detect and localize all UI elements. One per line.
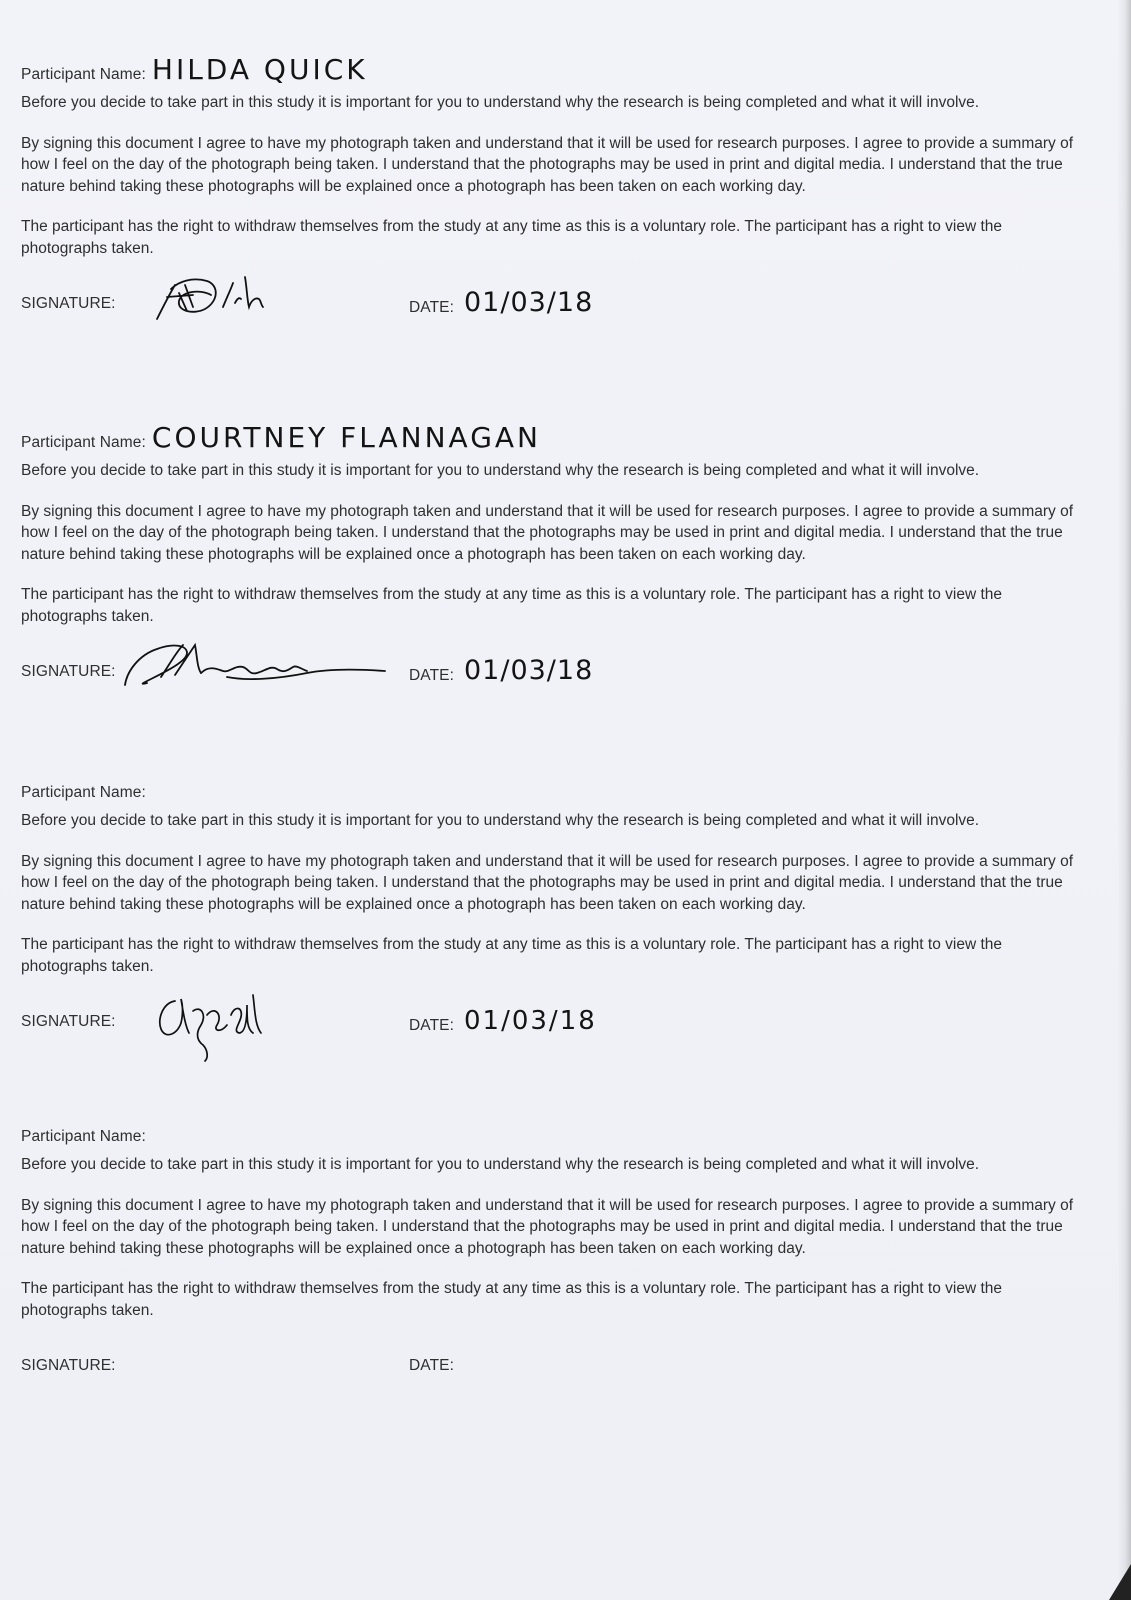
- page-edge-shadow: [1117, 0, 1131, 1600]
- consent-paragraph: By signing this document I agree to have my photograph taken and understand that it will be used for research purposes. I agree to provide a summary of how I feel on the day of the photograph being taken. I understand that the photographs may be used in print and digital media. I understand that the true nature behind taking these photographs will be explained once a photograph has been taken on each working day.: [21, 134, 1074, 195]
- date-label: DATE:: [409, 1357, 454, 1374]
- participant-name-row: [21, 412, 1076, 452]
- handwritten-signature: [117, 635, 397, 695]
- participant-name-row: [21, 44, 1076, 84]
- date-value: 01/03/18: [464, 1006, 597, 1036]
- participant-name-label: Participant Name:: [21, 66, 146, 83]
- rights-paragraph: The participant has the right to withdraw themselves from the study at any time as this is a voluntary role. The participant has a right to view the photographs taken.: [21, 936, 1002, 975]
- participant-block-4: [21, 1106, 1076, 1395]
- consent-paragraph: By signing this document I agree to have my photograph taken and understand that it will be used for research purposes. I agree to provide a summary of how I feel on the day of the photograph being taken. I understand that the photographs may be used in print and digital media. I understand that the true nature behind taking these photographs will be explained once a photograph has been taken on each working day.: [21, 502, 1074, 563]
- handwritten-signature: [143, 985, 283, 1065]
- signature-label: SIGNATURE:: [21, 295, 116, 312]
- rights-paragraph: The participant has the right to withdraw themselves from the study at any time as this is a voluntary role. The participant has a right to view the photographs taken.: [21, 218, 1002, 257]
- signature-label: SIGNATURE:: [21, 1357, 116, 1374]
- consent-paragraph: By signing this document I agree to have my photograph taken and understand that it will be used for research purposes. I agree to provide a summary of how I feel on the day of the photograph being taken. I understand that the photographs may be used in print and digital media. I understand that the true nature behind taking these photographs will be explained once a photograph has been taken on each working day.: [21, 1196, 1074, 1257]
- participant-name-value: HILDA QUICK: [151, 53, 368, 86]
- participant-name-label: Participant Name:: [21, 1128, 146, 1145]
- rights-paragraph: The participant has the right to withdraw themselves from the study at any time as this is a voluntary role. The participant has a right to view the photographs taken.: [21, 1280, 1002, 1319]
- signature-row: [21, 273, 1076, 333]
- signature-row: [21, 991, 1076, 1051]
- date-row: [409, 995, 597, 1035]
- participant-block-2: [21, 412, 1076, 701]
- consent-paragraph: By signing this document I agree to have my photograph taken and understand that it will be used for research purposes. I agree to provide a summary of how I feel on the day of the photograph being taken. I understand that the photographs may be used in print and digital media. I understand that the true nature behind taking these photographs will be explained once a photograph has been taken on each working day.: [21, 852, 1074, 913]
- signature-label: SIGNATURE:: [21, 1013, 116, 1030]
- intro-paragraph: Before you decide to take part in this study it is important for you to understand why the research is being completed and what it will involve.: [21, 812, 980, 829]
- date-row: [409, 277, 593, 317]
- intro-paragraph: Before you decide to take part in this study it is important for you to understand why the research is being completed and what it will involve.: [21, 1156, 980, 1173]
- participant-block-1: [21, 44, 1076, 333]
- participant-name-row: [21, 1106, 1076, 1146]
- participant-name-row: [21, 762, 1076, 802]
- date-value: 01/03/18: [464, 655, 594, 686]
- rights-paragraph: The participant has the right to withdraw themselves from the study at any time as this is a voluntary role. The participant has a right to view the photographs taken.: [21, 586, 1002, 625]
- intro-paragraph: Before you decide to take part in this study it is important for you to understand why the research is being completed and what it will involve.: [21, 462, 980, 479]
- signature-row: [21, 641, 1076, 701]
- date-row: [409, 645, 593, 685]
- participant-block-3: [21, 762, 1076, 1051]
- date-label: DATE:: [409, 299, 454, 316]
- date-label: DATE:: [409, 667, 454, 684]
- handwritten-signature: [149, 267, 289, 327]
- date-label: DATE:: [409, 1017, 454, 1034]
- signature-row: [21, 1335, 1076, 1395]
- date-value: 01/03/18: [464, 287, 594, 318]
- participant-name-label: Participant Name:: [21, 784, 146, 801]
- participant-name-value: COURTNEY FLANNAGAN: [151, 421, 541, 454]
- intro-paragraph: Before you decide to take part in this study it is important for you to understand why the research is being completed and what it will involve.: [21, 94, 980, 111]
- participant-name-label: Participant Name:: [21, 434, 146, 451]
- signature-label: SIGNATURE:: [21, 663, 116, 680]
